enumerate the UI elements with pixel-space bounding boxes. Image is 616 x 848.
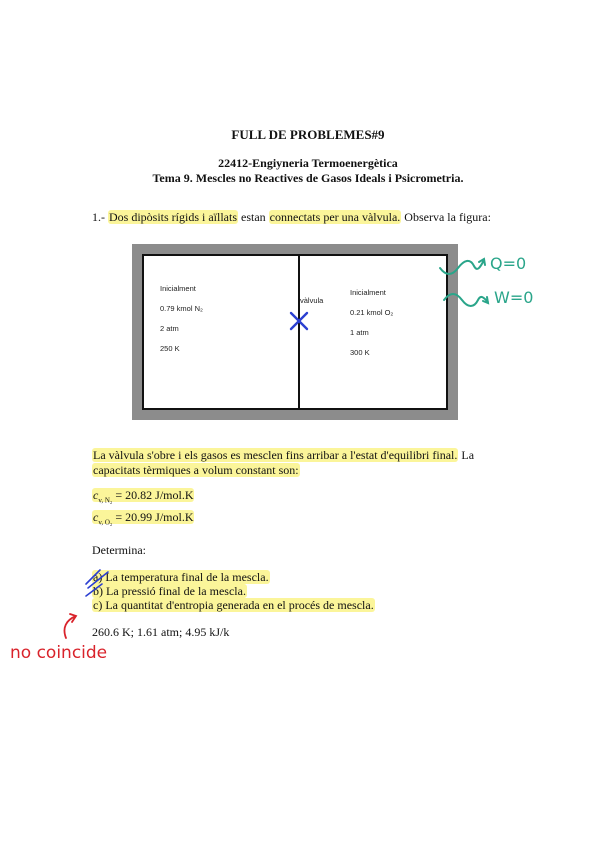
- topic-title: Tema 9. Mescles no Reactives de Gasos Ideals i Psicrometria.: [152, 171, 464, 185]
- cv-o2-subscript: v, O₂: [98, 518, 113, 527]
- course-title: 22412-Engiyneria Termoenergètica: [218, 156, 398, 170]
- page-title: FULL DE PROBLEMES#9: [231, 127, 385, 142]
- mismatch-note: no coincide: [10, 643, 108, 663]
- w-arrow: [444, 294, 488, 306]
- item-a-text: a) La temperatura final de la mescla.: [93, 570, 269, 584]
- right-tank-title: Inicialment: [350, 288, 386, 297]
- mismatch-arrow: [64, 614, 76, 638]
- paragraph-highlight: La vàlvula s'obre i els gasos es mesclen fins arribar a l'estat d'equilibri final.: [93, 448, 458, 462]
- strike-marks: [86, 570, 108, 596]
- left-tank-moles: 0.79 kmol N₂: [160, 304, 203, 313]
- determine-label: Determina:: [92, 543, 146, 557]
- right-tank-temp: 300 K: [350, 348, 370, 357]
- q-arrow: [440, 259, 485, 274]
- item-b-text: b) La pressió final de la mescla.: [93, 584, 246, 598]
- cv-n2-symbol: c: [93, 488, 99, 502]
- q-note: Q=0: [490, 254, 527, 273]
- left-tank-title: Inicialment: [160, 284, 196, 293]
- intro-end: Observa la figura:: [401, 210, 491, 224]
- paragraph-line2: capacitats tèrmiques a volum constant son:: [93, 463, 299, 477]
- cv-o2-value: = 20.99 J/mol.K: [112, 510, 194, 524]
- left-tank-temp: 250 K: [160, 344, 180, 353]
- intro-highlight-2: connectats per una vàlvula.: [269, 210, 401, 224]
- right-tank-moles: 0.21 kmol O₂: [350, 308, 394, 317]
- cv-o2-symbol: c: [93, 510, 99, 524]
- paragraph-rest: La: [458, 448, 475, 462]
- intro-highlight-1: Dos dipòsits rígids i aïllats: [109, 210, 238, 224]
- cv-n2-value: = 20.82 J/mol.K: [112, 488, 194, 502]
- valve-label: vàlvula: [300, 296, 324, 305]
- answers: 260.6 K; 1.61 atm; 4.95 kJ/k: [92, 625, 230, 639]
- intro-middle: estan: [238, 210, 269, 224]
- w-note: W=0: [494, 288, 534, 307]
- left-tank-pressure: 2 atm: [160, 324, 179, 333]
- cv-n2-subscript: v, N₂: [98, 496, 113, 505]
- item-c-text: c) La quantitat d'entropia generada en el procés de mescla.: [93, 598, 374, 612]
- right-tank-pressure: 1 atm: [350, 328, 369, 337]
- problem-number: 1.-: [92, 210, 108, 224]
